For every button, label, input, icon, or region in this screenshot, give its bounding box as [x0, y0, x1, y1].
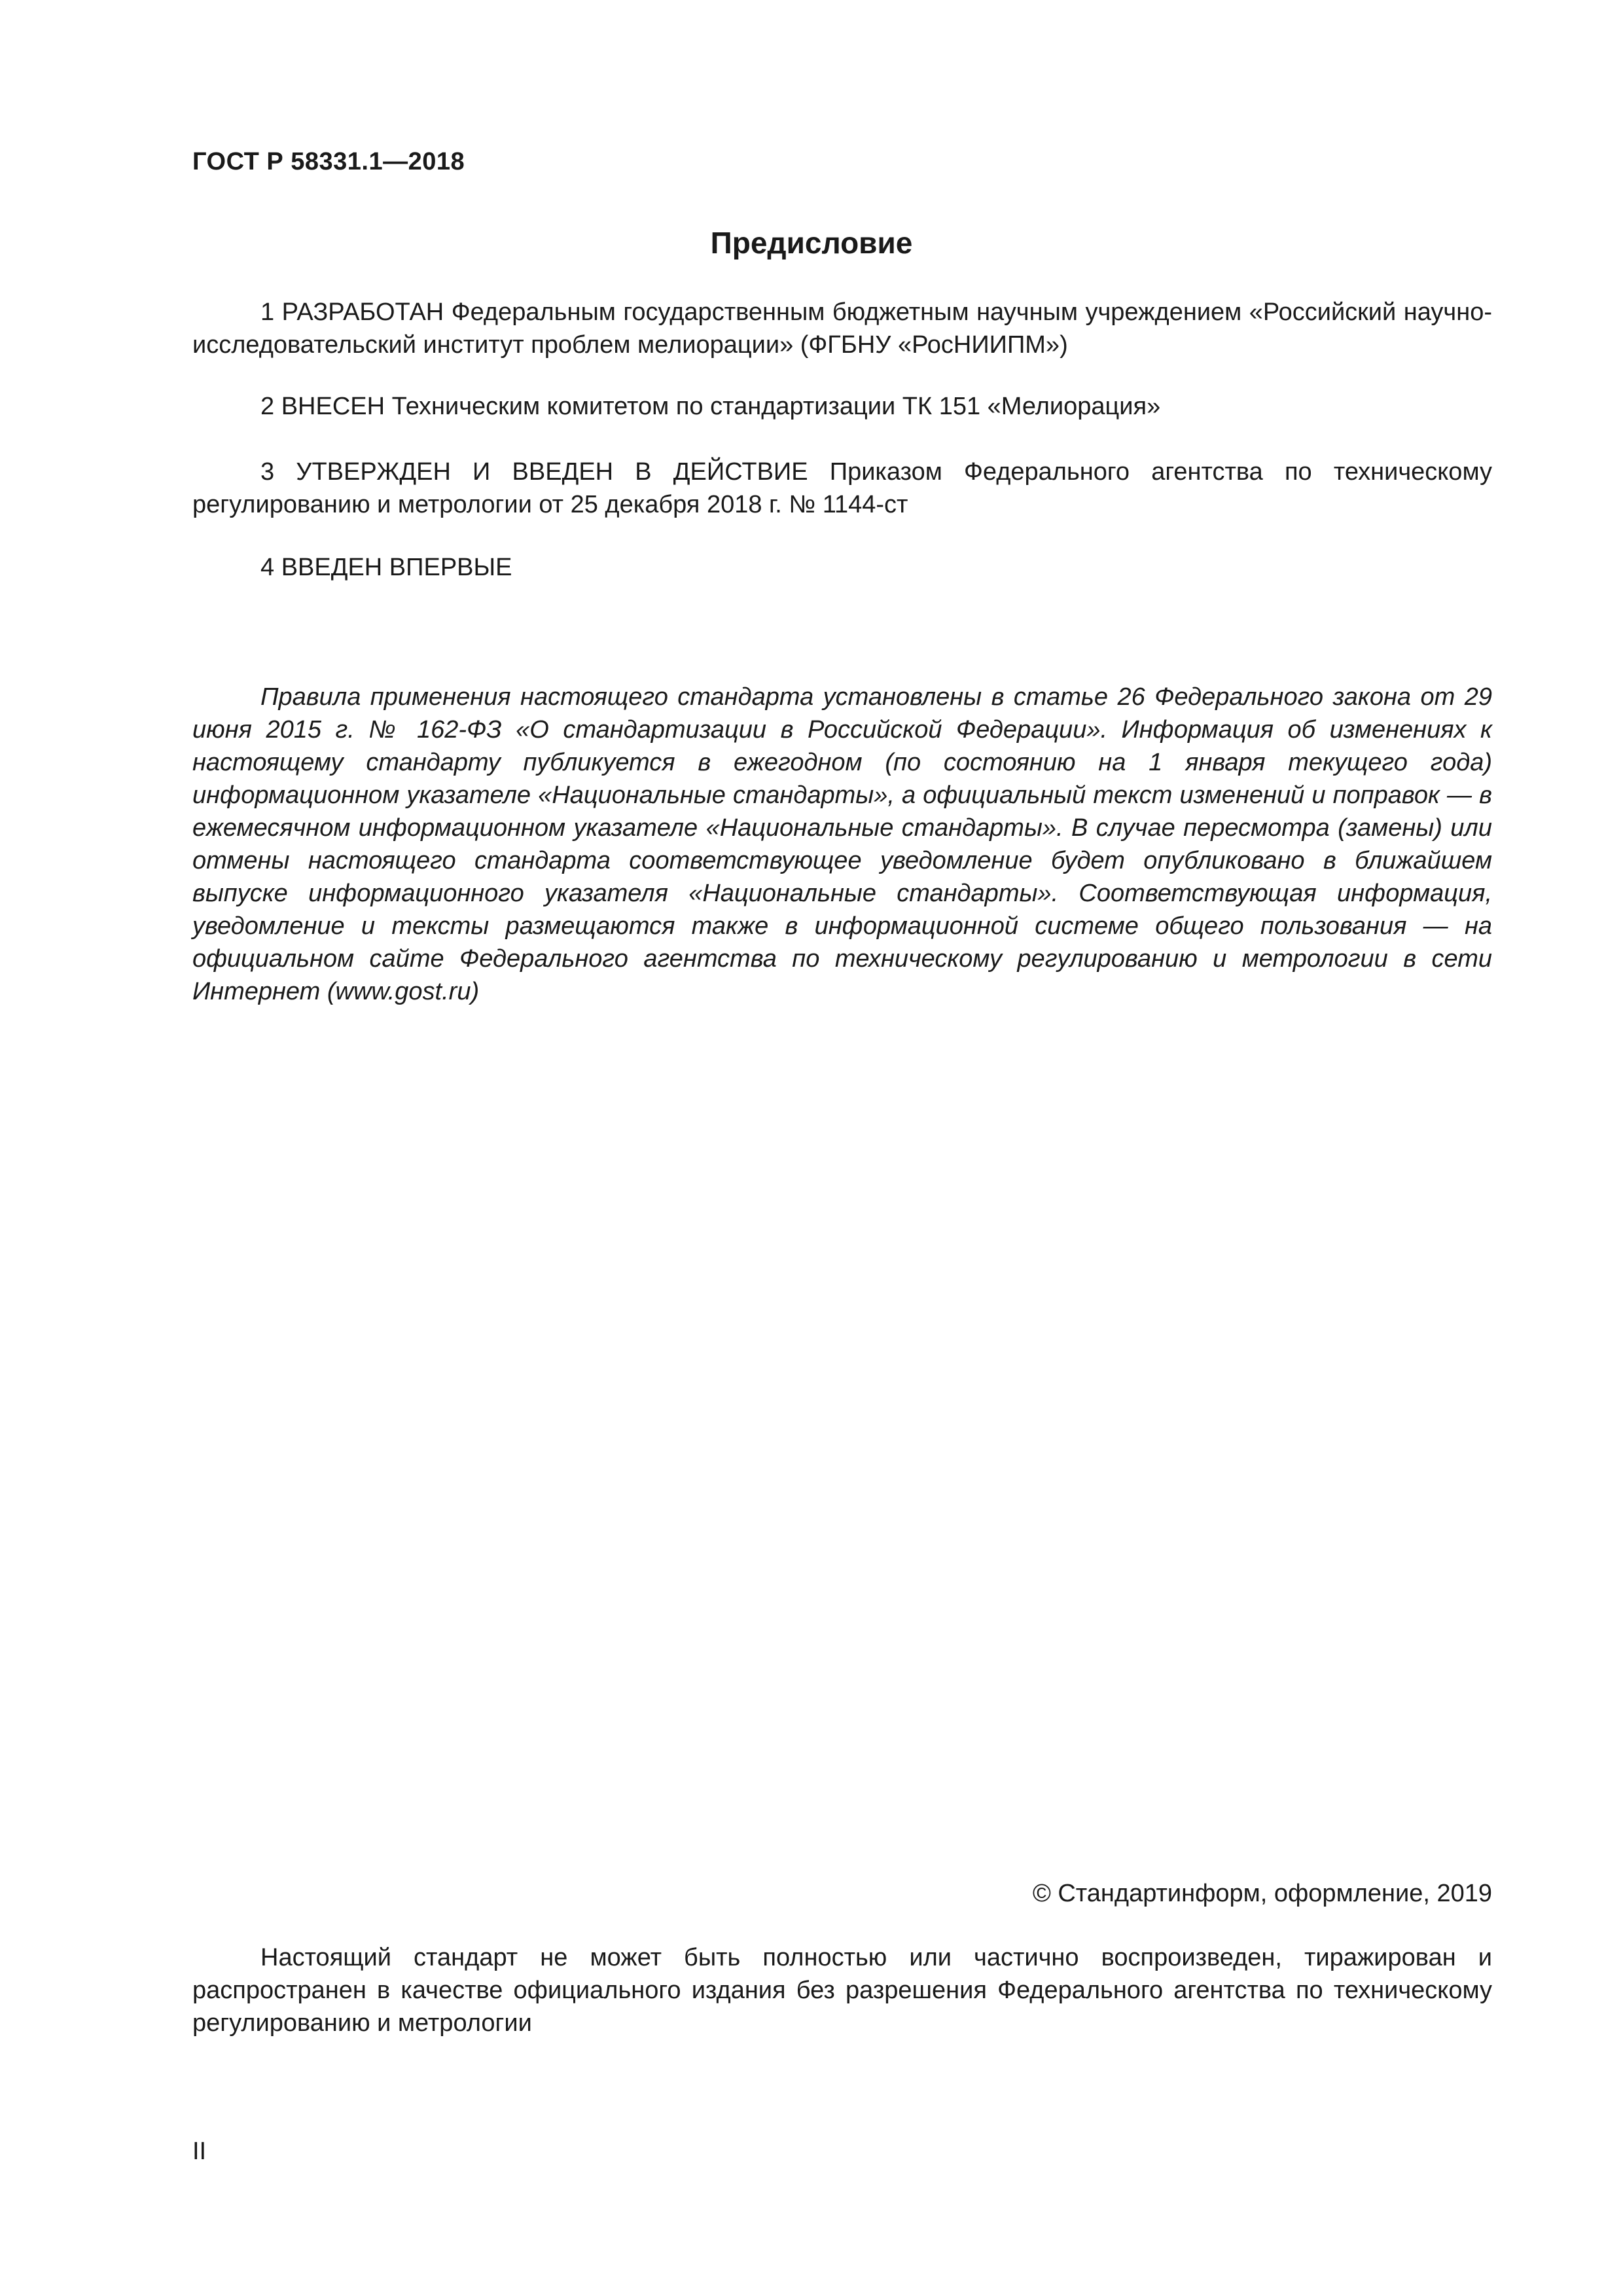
page-number: II	[192, 2138, 207, 2165]
document-code: ГОСТ Р 58331.1—2018	[192, 148, 465, 175]
copyright-line: © Стандартинформ, оформление, 2019	[1032, 1880, 1492, 1907]
foreword-item-3: 3 УТВЕРЖДЕН И ВВЕДЕН В ДЕЙСТВИЕ Приказом Федерального агентства по техническому регулированию и метрологии от 25 декабря 2018 г. № 1144-ст	[192, 458, 1492, 518]
page-title: Предисловие	[710, 226, 913, 260]
rules-note: Правила применения настоящего стандарта установлены в статье 26 Федерального закона от 29 июня 2015 г. № 162-ФЗ «О стандартизации в Российской Федерации». Информация об изменениях к настоящему стандарту публикуется в ежегодном (по состоянию на 1 января текущего года) информационном указателе «Национальные стандарты», а официальный текст изменений и поправок — в ежемесячном информационном указателе «Национальные стандарты». В случае пересмотра (замены) или отмены настоящего стандарта соответствующее уведомление будет опубликовано в ближайшем выпуске информационного указателя «Национальные стандарты». Соответствующая информация, уведомление и тексты размещаются также в информационной системе общего пользования — на официальном сайте Федерального агентства по техническому регулированию и метрологии в сети Интернет (www.gost.ru)	[192, 683, 1492, 1005]
foreword-item-4: 4 ВВЕДЕН ВПЕРВЫЕ	[260, 554, 512, 581]
foreword-item-2: 2 ВНЕСЕН Техническим комитетом по стандартизации ТК 151 «Мелиорация»	[260, 393, 1161, 420]
foreword-item-1: 1 РАЗРАБОТАН Федеральным государственным бюджетным научным учреждением «Российский научно-исследовательский институт проблем мелиорации» (ФГБНУ «РосНИИПМ»)	[192, 298, 1492, 359]
legal-notice: Настоящий стандарт не может быть полностью или частично воспроизведен, тиражирован и распространен в качестве официального издания без разрешения Федерального агентства по техническому регулированию и метрологии	[192, 1944, 1492, 2037]
